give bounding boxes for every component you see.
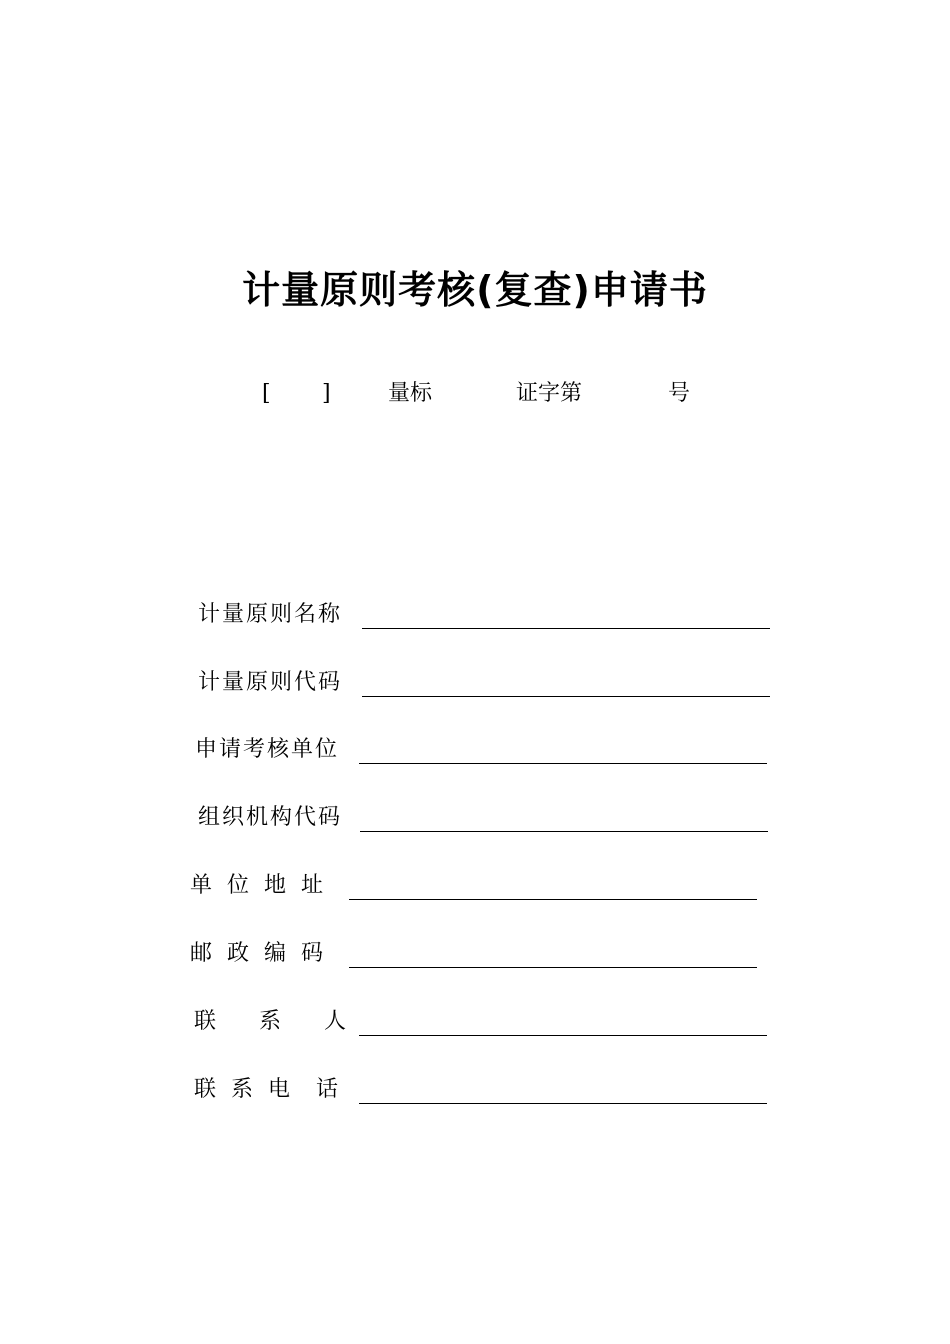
field-organization-code: [0, 801, 950, 835]
field-label: 计量原则名称: [198, 602, 343, 627]
standard-name-input-line[interactable]: [362, 628, 770, 629]
applicant-unit-input-line[interactable]: [359, 763, 767, 764]
document-title: 计量原则考核(复查)申请书: [242, 268, 708, 312]
field-postal-code: [0, 937, 950, 971]
postal-code-input-line[interactable]: [349, 967, 757, 968]
unit-address-input-line[interactable]: [349, 899, 757, 900]
contact-person-input-line[interactable]: [359, 1035, 767, 1036]
certificate-bracket-open: [: [262, 381, 271, 406]
field-label: 联 系 人: [194, 1009, 349, 1034]
field-label: 组织机构代码: [198, 805, 343, 830]
certificate-number-line: [0, 378, 950, 410]
field-standard-name: [0, 598, 950, 632]
field-applicant-unit: [0, 733, 950, 767]
contact-phone-input-line[interactable]: [359, 1103, 767, 1104]
certificate-text-liangbiao: 量标: [388, 381, 433, 406]
field-label: 申请考核单位: [195, 737, 340, 762]
certificate-text-hao: 号: [668, 381, 691, 406]
field-label: 邮 政 编 码: [190, 941, 327, 966]
certificate-text-zhengzidi: 证字第: [516, 381, 583, 406]
field-label: 单 位 地 址: [190, 873, 327, 898]
field-label: 计量原则代码: [198, 670, 343, 695]
field-standard-code: [0, 666, 950, 700]
standard-code-input-line[interactable]: [362, 696, 770, 697]
organization-code-input-line[interactable]: [360, 831, 768, 832]
field-contact-person: [0, 1005, 950, 1039]
certificate-bracket-close: ]: [322, 381, 331, 406]
field-unit-address: [0, 869, 950, 903]
field-label: 联 系 电 话: [194, 1077, 342, 1102]
field-contact-phone: [0, 1073, 950, 1107]
